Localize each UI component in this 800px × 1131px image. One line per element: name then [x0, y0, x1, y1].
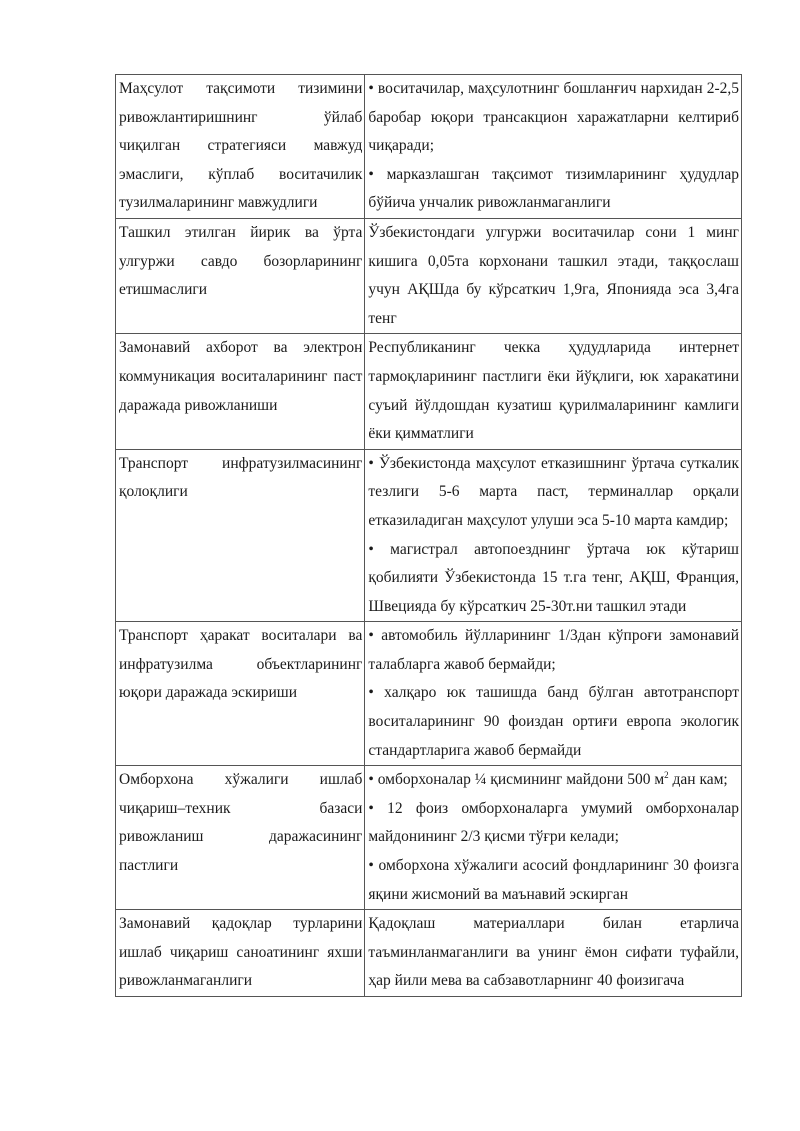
detail-paragraph: • марказлашган тақсимот тизимларининг ҳудудлар бўйича унчалик ривожланмаганлиги [368, 165, 739, 212]
detail-paragraph: • омборхона хўжалиги асосий фондларининг 30 фоизга яқини жисмоний ва маънавий эскирган [368, 857, 739, 903]
problem-cell: Ташкил этилган йирик ва ўрта улгуржи савдо бозорларининг етишмаслиги [116, 218, 365, 333]
details-cell [365, 75, 742, 219]
detail-paragraph: • халқаро юк ташишда банд бўлган автотранспорт воситаларининг 90 фоиздан ортиғи европа экологик стандартларига жавоб бермайди [368, 684, 739, 759]
table-row [116, 622, 742, 766]
problem-cell: Маҳсулот тақсимоти тизимини ривожлантиришнинг ўйлаб чиқилган стратегияси мавжуд эмаслиги, кўплаб воситачилик тузилмаларининг мавжудлиги [116, 75, 365, 219]
detail-paragraph: • 12 фоиз омборхоналарга умумий омборхоналар майдонининг 2/3 қисми тўғри келади; [368, 799, 739, 846]
problem-cell: Замонавий ахборот ва электрон коммуникация воситаларининг паст даражада ривожланиши [116, 334, 365, 449]
detail-paragraph [368, 766, 739, 795]
detail-paragraph: Республиканинг чекка ҳудудларида интернет тармоқларининг пастлиги ёки йўқлиги, юк харакатини суъий йўлдошдан кузатиш қурилмаларининг камлиги ёки қимматлиги [368, 339, 739, 443]
problem-cell: Транспорт инфратузилмасининг қолоқлиги [116, 449, 365, 622]
details-cell [365, 218, 742, 333]
problem-cell: Транспорт ҳаракат воситалари ва инфратузилма объектларининг юқори даражада эскириши [116, 622, 365, 766]
cell-clip [368, 910, 739, 994]
detail-text: дан кам; [668, 771, 728, 789]
detail-paragraph: • магистрал автопоезднинг ўртача юк кўтариш қобилияти Ўзбекистонда 15 т.га тенг, АҚШ, Франция, Швецияда бу кўрсаткич 25-30т.ни ташкил этади [368, 540, 739, 615]
detail-paragraph: • Ўзбекистонда маҳсулот етказишнинг ўртача суткалик тезлиги 5-6 марта паст, терминаллар орқали етказиладиган маҳсулот улуши эса 5-10 марта камдир; [368, 454, 739, 529]
details-cell [365, 622, 742, 766]
detail-paragraph: • воситачилар, маҳсулотнинг бошланғич нархидан 2-2,5 баробар юқори трансакцион харажатларни келтириб чиқаради; [368, 80, 739, 155]
detail-paragraph: Ўзбекистондаги улгуржи воситачилар сони 1 минг кишига 0,05та корхонани ташкил этади, таққослаш учун АҚШда бу кўрсаткич 1,9га, Японияда эса 3,4га тенг [368, 223, 739, 327]
table-row [116, 910, 742, 997]
detail-paragraph: • автомобиль йўлларининг 1/3дан кўпроғи замонавий талабларга жавоб бермайди; [368, 627, 739, 673]
problem-cell: Замонавий қадоқлар турларини ишлаб чиқариш саноатининг яхши ривожланмаганлиги [116, 910, 365, 997]
table-row [116, 218, 742, 333]
table-row [116, 766, 742, 910]
detail-paragraph: Қадоқлаш материаллари билан етарлича таъминланмаганлиги ва унинг ёмон сифати туфайли, ҳар йили мева ва сабзавотларнинг 40 фоизигача [368, 915, 739, 990]
superscript: 2 [664, 770, 669, 781]
table-row [116, 75, 742, 219]
table-row [116, 334, 742, 449]
problem-cell: Омборхона хўжалиги ишлаб чиқариш–техник базаси ривожланиш даражасининг пастлиги [116, 766, 365, 910]
problems-table [115, 74, 742, 997]
detail-text: • омборхоналар ¼ қисмининг майдони 500 м [368, 771, 665, 789]
details-cell [365, 910, 742, 997]
details-cell [365, 766, 742, 910]
table-row [116, 449, 742, 622]
details-cell [365, 334, 742, 449]
details-cell [365, 449, 742, 622]
